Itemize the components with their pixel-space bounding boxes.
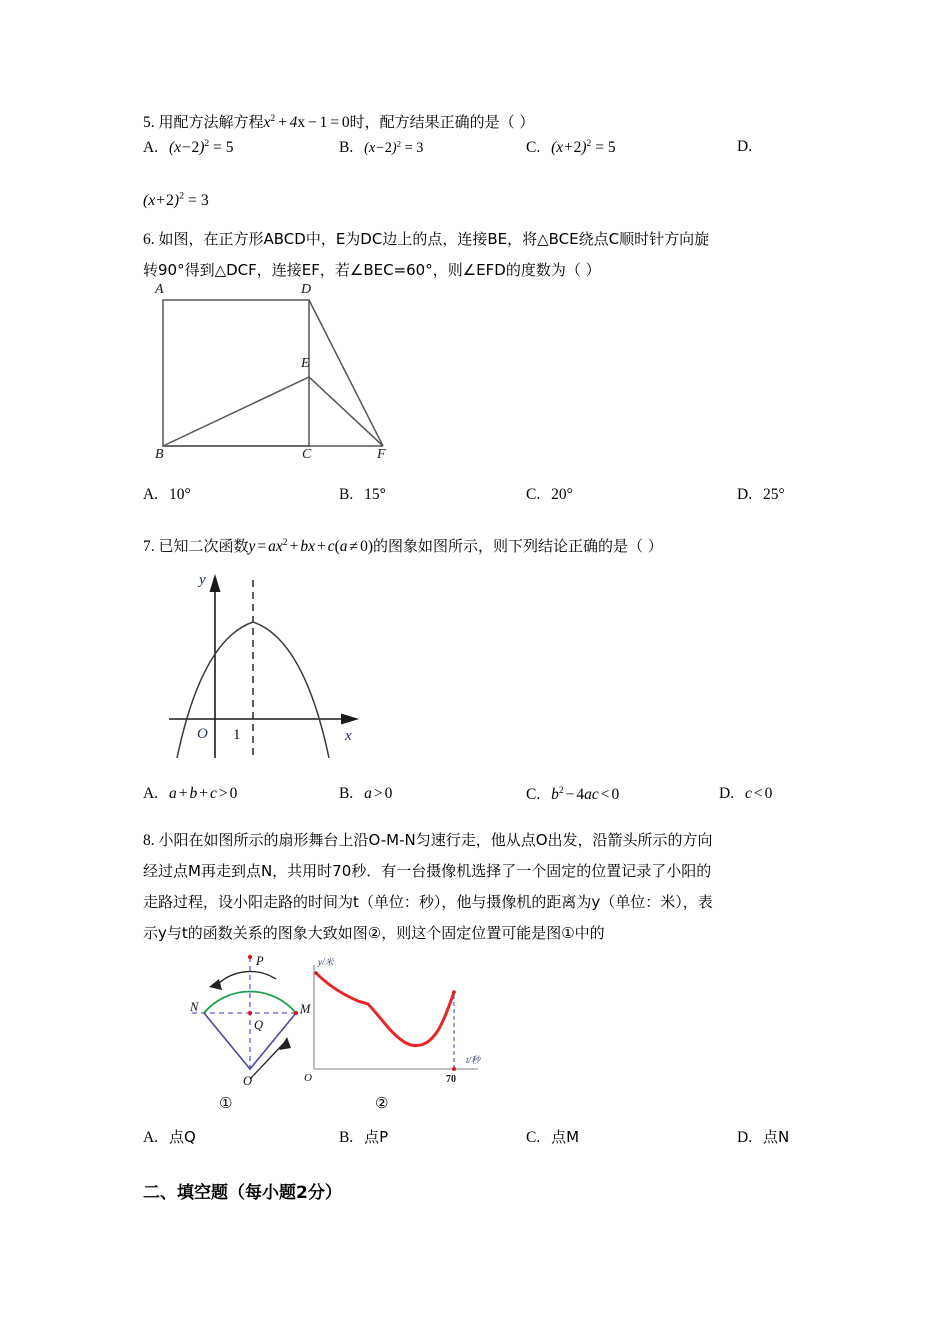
parabola-svg: [163, 562, 413, 777]
question-8-option-c[interactable]: [526, 1126, 579, 1147]
question-5-number: 5.: [143, 114, 155, 132]
option-value: 25°: [762, 486, 785, 504]
option-label: C.: [526, 139, 541, 157]
question-7-options: [143, 785, 815, 825]
direction-arc-arrow: [218, 972, 276, 984]
y-axis-label: y: [199, 572, 206, 589]
question-7-option-d[interactable]: [719, 785, 772, 803]
origin-label: O: [197, 726, 208, 743]
section-header-fill-in-blank: 二、填空题（每小题2分）: [143, 1183, 342, 1204]
question-7-number: 7.: [143, 538, 155, 556]
option-value: 20°: [551, 486, 573, 504]
square-rotation-svg: [149, 286, 409, 466]
option-value: $(x+2)^2 = 5$: [551, 138, 616, 157]
point-label-A: A: [155, 282, 164, 298]
graph-xtick-70-label: 70: [446, 1074, 456, 1086]
distance-time-svg: [296, 951, 496, 1091]
point-label-D: D: [301, 282, 312, 298]
question-8-figure-captions: [143, 1094, 815, 1124]
option-value: a > 0: [364, 785, 393, 803]
question-7-stem-lead: 已知二次函数: [158, 537, 249, 556]
question-8-option-d[interactable]: [737, 1126, 789, 1147]
x-tick-1-label: 1: [233, 727, 241, 744]
curve-start-dot: [314, 972, 318, 976]
option-value: $(x-2)^2 = 3$: [364, 138, 424, 156]
graph-y-axis-label: y/米: [318, 957, 334, 968]
option-value: $(x+2)^2 = 3$: [143, 191, 209, 210]
point-label-C: C: [302, 447, 312, 463]
option-value: 点P: [364, 1128, 389, 1147]
point-label-B: B: [155, 447, 164, 463]
graph-x-axis-label: t/秒: [466, 1055, 481, 1066]
x-axis-arrow: [341, 714, 359, 725]
option-label: D.: [737, 138, 753, 156]
question-8-figures: [188, 949, 518, 1094]
question-5: [143, 104, 815, 218]
question-7-figure: [163, 562, 413, 777]
figure-1-caption: ①: [219, 1094, 233, 1113]
point-label-M: M: [300, 1002, 311, 1017]
option-label: C.: [526, 786, 541, 804]
option-value: $(x-2)^2 = 5$: [168, 138, 234, 157]
page-content: [143, 104, 815, 1203]
question-5-option-b[interactable]: [339, 138, 423, 157]
question-6-stem-line-1: [143, 224, 815, 255]
question-6-option-b[interactable]: [339, 486, 386, 504]
point-label-N: N: [190, 1000, 199, 1015]
option-value: c < 0: [744, 785, 773, 803]
y-axis-arrow: [210, 574, 221, 592]
question-7-stem-tail: 的图象如图所示，则下列结论正确的是（ ）: [372, 537, 663, 556]
option-label: A.: [143, 486, 159, 504]
distance-curve: [316, 973, 454, 1046]
option-value: $b^2 - 4ac < 0$: [551, 785, 620, 804]
option-label: B.: [339, 138, 354, 156]
question-7-option-b[interactable]: [339, 785, 392, 803]
question-7-option-c[interactable]: [526, 785, 619, 804]
radius-ON: [204, 1013, 250, 1069]
point-label-O: O: [243, 1074, 253, 1089]
option-label: D.: [719, 785, 735, 803]
graph-origin-label: O: [304, 1072, 312, 1085]
arc-arrow-head: [209, 979, 222, 990]
question-8-stem-text-4: 示y与t的函数关系的图象大致如图②，则这个固定位置可能是图①中的: [143, 924, 605, 943]
question-6: [143, 224, 815, 526]
question-5-equation: $x^2 + 4x - 1 = 0$: [263, 113, 350, 132]
question-8-option-b[interactable]: [339, 1126, 388, 1147]
option-label: B.: [339, 1129, 354, 1147]
question-8-option-a[interactable]: [143, 1126, 196, 1147]
question-6-stem-line-2: [143, 255, 815, 286]
point-label-Q: Q: [254, 1018, 264, 1033]
question-6-number: 6.: [143, 231, 155, 249]
question-6-option-c[interactable]: [526, 486, 573, 504]
question-5-stem-tail: 时，配方结果正确的是（ ）: [349, 113, 535, 132]
question-8: [143, 825, 815, 1166]
option-value: 点Q: [168, 1128, 196, 1147]
option-label: A.: [143, 785, 159, 803]
option-label: B.: [339, 785, 354, 803]
question-6-stem-text-1: 如图，在正方形ABCD中，E为DC边上的点，连接BE，将△BCE绕点C顺时针方向旋: [158, 230, 710, 249]
question-7-option-a[interactable]: [143, 785, 237, 803]
question-8-stem-line-3: [143, 887, 815, 918]
question-8-options: [143, 1126, 815, 1166]
question-6-figure: [149, 282, 409, 466]
question-8-stem-line-4: [143, 918, 815, 949]
point-Q-dot: [248, 1011, 252, 1015]
option-value: 15°: [364, 486, 386, 504]
question-5-stem-lead: 用配方法解方程: [158, 113, 264, 132]
question-8-stem-text-1: 小阳在如图所示的扇形舞台上沿O-M-N匀速行走，他从点O出发，沿箭头所示的方向: [158, 831, 713, 850]
question-7: [143, 528, 815, 825]
option-label: C.: [526, 1129, 541, 1147]
point-label-P: P: [256, 954, 264, 969]
question-5-option-c[interactable]: [526, 138, 616, 157]
option-label: A.: [143, 139, 159, 157]
question-8-stem-text-3: 走路过程，设小阳走路的时间为t（单位：秒），他与摄像机的距离为y（单位：米），表: [143, 893, 713, 912]
figure-2-caption: ②: [375, 1094, 389, 1113]
question-8-stem-line-1: [143, 825, 815, 856]
question-6-options: [143, 486, 815, 526]
question-6-stem-text-2: 转90°得到△DCF，连接EF，若∠BEC=60°，则∠EFD的度数为（ ）: [143, 261, 601, 280]
question-5-options: [143, 138, 815, 182]
point-label-E: E: [301, 356, 310, 372]
option-label: A.: [143, 1129, 159, 1147]
option-label: C.: [526, 486, 541, 504]
option-value: 10°: [168, 486, 191, 504]
t70-axis-dot: [452, 1067, 456, 1071]
question-6-option-a[interactable]: [143, 486, 191, 504]
question-5-stem: [143, 104, 815, 138]
question-8-number: 8.: [143, 832, 155, 850]
question-8-stem-line-2: [143, 856, 815, 887]
option-value: a + b + c > 0: [168, 785, 238, 803]
option-label: B.: [339, 486, 354, 504]
question-7-stem: [143, 528, 815, 562]
question-5-option-d-label[interactable]: [737, 138, 752, 156]
option-label: D.: [737, 1129, 753, 1147]
curve-end-dot: [452, 991, 456, 995]
question-6-option-d[interactable]: [737, 486, 785, 504]
option-label: D.: [737, 486, 753, 504]
question-8-stem-text-2: 经过点M再走到点N，共用时70秒．有一台摄像机选择了一个固定的位置记录了小阳的: [143, 862, 712, 881]
question-5-option-a[interactable]: [143, 138, 233, 157]
point-label-F: F: [377, 447, 386, 463]
x-axis-label: x: [345, 728, 352, 745]
question-7-formula: $y = ax^2$ + bx + c(a ≠ 0): [248, 537, 373, 556]
point-P-dot: [248, 955, 252, 959]
option-value: 点N: [762, 1128, 790, 1147]
question-5-option-d-value: [143, 182, 815, 218]
option-value: 点M: [551, 1128, 580, 1147]
